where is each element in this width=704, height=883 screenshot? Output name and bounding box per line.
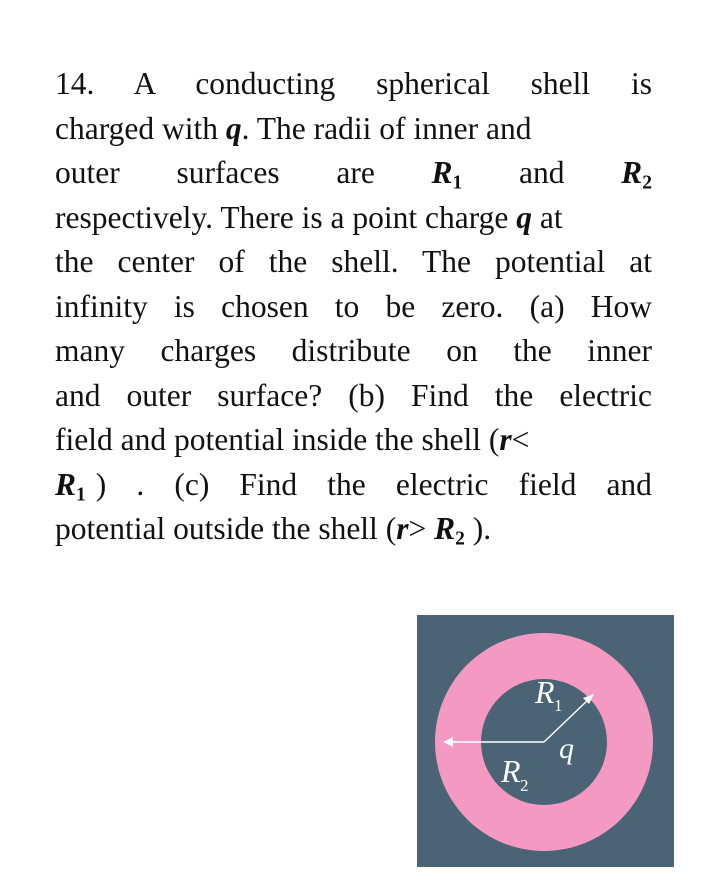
text-segment: ). bbox=[464, 511, 492, 546]
text-word: field bbox=[518, 466, 577, 502]
text-word: are bbox=[336, 155, 375, 190]
var-r2 bbox=[621, 151, 652, 196]
subscript: 2 bbox=[455, 528, 465, 550]
problem-line-1: 14. A conducting spherical shell is bbox=[55, 66, 652, 101]
text-word: (c) bbox=[174, 466, 210, 502]
var-r: r bbox=[396, 511, 409, 546]
problem-line-4 bbox=[55, 196, 652, 241]
label-r2: R bbox=[501, 753, 521, 789]
text-word: Find bbox=[239, 466, 298, 502]
text-segment: < bbox=[511, 422, 530, 457]
var-r: R bbox=[621, 155, 643, 190]
text-word: the bbox=[327, 466, 366, 502]
problem-line-5: the center of the shell. The potential at bbox=[55, 244, 652, 279]
label-shell-charge-q: q bbox=[630, 732, 645, 765]
text-segment: respectively. There is a point charge bbox=[55, 199, 517, 235]
var-q: q bbox=[225, 110, 242, 146]
text-segment: potential outside the shell ( bbox=[55, 511, 397, 546]
subscript: 1 bbox=[452, 172, 463, 194]
problem-line-9 bbox=[55, 418, 652, 463]
problem-line-10 bbox=[55, 463, 652, 508]
text-word: electric bbox=[395, 466, 489, 502]
shell-diagram bbox=[417, 615, 674, 867]
label-r2-subscript: 2 bbox=[520, 776, 529, 795]
subscript: 1 bbox=[76, 483, 86, 505]
problem-line-7: many charges distribute on the inner bbox=[55, 333, 652, 368]
label-r1: R bbox=[535, 674, 555, 710]
problem-line-3 bbox=[55, 151, 652, 196]
problem-text bbox=[55, 62, 652, 552]
text-segment: field and potential inside the shell ( bbox=[55, 422, 500, 457]
text-segment: > bbox=[408, 511, 435, 546]
text-segment: at bbox=[532, 199, 563, 235]
label-center-charge-q: q bbox=[559, 732, 574, 765]
text-word: surfaces bbox=[176, 155, 280, 190]
text-word: ) bbox=[95, 466, 107, 502]
text-word: and bbox=[606, 466, 652, 502]
text-word: and bbox=[518, 155, 565, 190]
text-run bbox=[86, 463, 652, 508]
var-r1 bbox=[432, 151, 463, 196]
problem-line-11 bbox=[55, 507, 652, 552]
text-segment: charged with bbox=[55, 110, 226, 146]
var-r: R bbox=[434, 511, 456, 546]
text-word: . bbox=[136, 466, 145, 502]
shell-diagram-svg bbox=[417, 615, 674, 867]
var-q: q bbox=[516, 199, 532, 235]
subscript: 2 bbox=[642, 172, 652, 194]
label-r1-subscript: 1 bbox=[554, 696, 563, 715]
var-r1 bbox=[55, 463, 86, 508]
var-r: R bbox=[55, 466, 77, 502]
var-r: R bbox=[431, 155, 453, 190]
problem-line-2 bbox=[55, 107, 652, 152]
problem-line-6: infinity is chosen to be zero. (a) How bbox=[55, 288, 652, 324]
text-word: outer bbox=[55, 155, 120, 190]
text-segment: . The radii of inner and bbox=[241, 110, 532, 146]
var-r: r bbox=[499, 422, 512, 457]
problem-line-8: and outer surface? (b) Find the electric bbox=[55, 377, 652, 413]
